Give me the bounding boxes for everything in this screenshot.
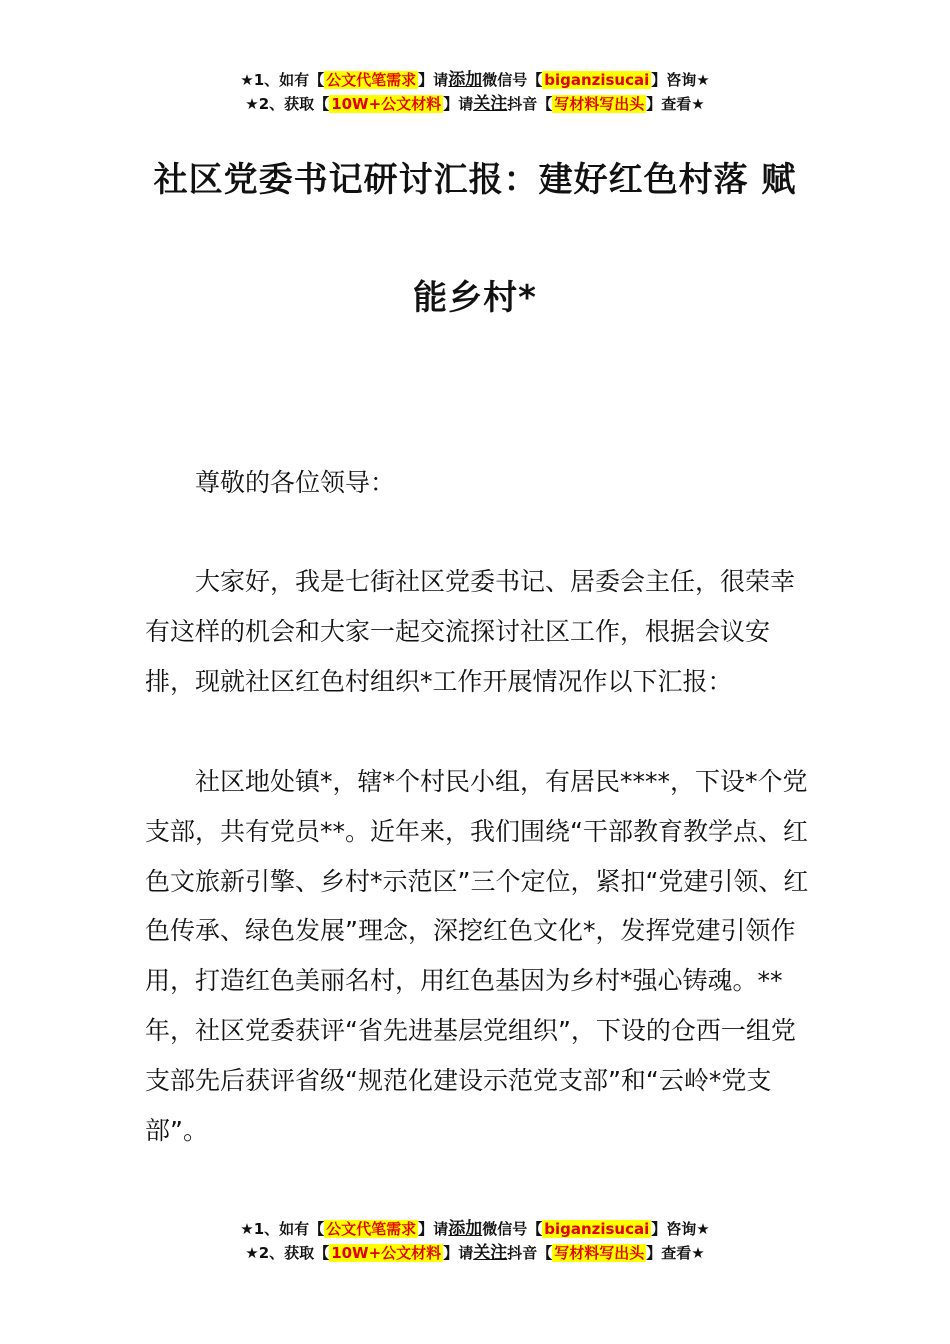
banner-line-2: [0, 92, 950, 116]
highlight-materials: 10W+公文材料: [331, 95, 442, 113]
paragraph-overview: [145, 757, 810, 1155]
paragraph-text: 大家好，我是七街社区党委书记、居委会主任，很荣幸有这样的机会和大家一起交流探讨社区工作，根据会议安排，现就社区红色村组织*工作开展情况作以下汇报：: [145, 567, 796, 696]
banner-line-1: [0, 68, 950, 92]
banner-text: ★2、获取【: [245, 1244, 330, 1262]
banner-text: 】请: [443, 95, 474, 113]
banner-text: ★1、如有【: [240, 71, 325, 89]
banner-line-2: [0, 1241, 950, 1265]
highlight-service: 公文代笔需求: [326, 71, 417, 89]
banner-text: ★2、获取【: [245, 95, 330, 113]
paragraph-intro: [145, 557, 810, 706]
banner-text: 】查看★: [646, 95, 705, 113]
banner-text: 】查看★: [646, 1244, 705, 1262]
document-title-line-2: 能乡村*: [413, 278, 537, 318]
bottom-banner: [0, 1217, 950, 1265]
banner-emphasis: 添加: [448, 1219, 483, 1239]
banner-text: ★1、如有【: [240, 1220, 325, 1238]
paragraph-text: 社区地处镇*，辖*个村民小组，有居民****，下设*个党支部，共有党员**。近年来，我们围绕“干部教育教学点、红色文旅新引擎、乡村*示范区”三个定位，紧扣“党建引领、红色传承、绿色发展”理念，深挖红色文化*，发挥党建引领作用，打造红色美丽名村，用红色基因为乡村*强心铸魂。**年，社区党委获评“省先进基层党组织”，下设的仓西一组党支部先后获评省级“规范化建设示范党支部”和“云岭*党支部”。: [145, 767, 809, 1145]
highlight-douyin-id: 写材料写出头: [554, 1244, 645, 1262]
banner-emphasis: 关注: [473, 94, 508, 114]
banner-text: 抖音【: [507, 95, 553, 113]
greeting: [145, 458, 810, 508]
highlight-douyin-id: 写材料写出头: [554, 95, 645, 113]
highlight-materials: 10W+公文材料: [331, 1244, 442, 1262]
banner-text: 】请: [418, 71, 449, 89]
banner-text: 抖音【: [507, 1244, 553, 1262]
highlight-wechat-id: biganzisucai: [544, 1220, 650, 1238]
greeting-text: 尊敬的各位领导：: [195, 468, 396, 497]
banner-text: 】咨询★: [651, 1220, 710, 1238]
document-title-line-1: 社区党委书记研讨汇报：建好红色村落 赋: [153, 160, 797, 200]
banner-emphasis: 关注: [473, 1243, 508, 1263]
highlight-wechat-id: biganzisucai: [544, 71, 650, 89]
banner-text: 】请: [443, 1244, 474, 1262]
banner-text: 微信号【: [482, 71, 543, 89]
top-banner: [0, 68, 950, 116]
banner-text: 】咨询★: [651, 71, 710, 89]
banner-line-1: [0, 1217, 950, 1241]
highlight-service: 公文代笔需求: [326, 1220, 417, 1238]
banner-text: 】请: [418, 1220, 449, 1238]
banner-text: 微信号【: [482, 1220, 543, 1238]
banner-emphasis: 添加: [448, 70, 483, 90]
